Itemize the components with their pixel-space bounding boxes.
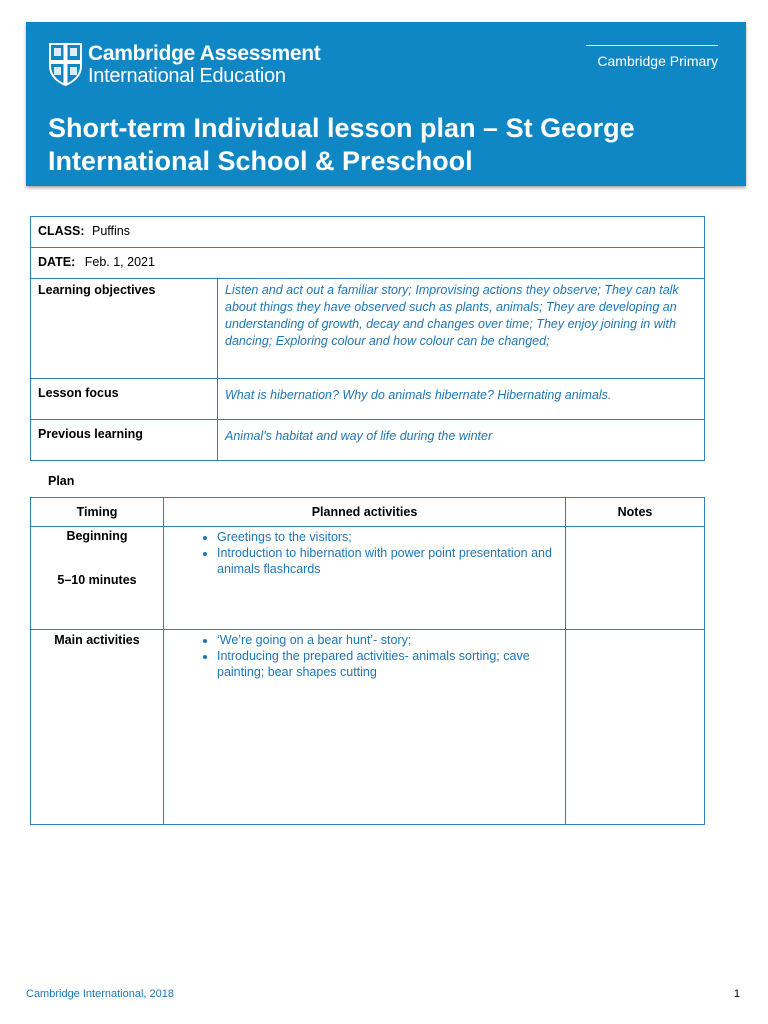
timing-cell <box>31 630 164 825</box>
page-number: 1 <box>733 988 740 1000</box>
date-row <box>31 248 705 279</box>
plan-label: Plan <box>48 474 75 488</box>
timing-label: Beginning <box>66 529 128 543</box>
notes-cell <box>566 630 705 825</box>
plan-header-row <box>31 498 705 527</box>
table-row <box>31 527 705 630</box>
plan-table <box>30 497 705 825</box>
duration-label: 5–10 minutes <box>57 573 137 587</box>
activities-header: Planned activities <box>164 498 566 527</box>
lesson-info-table <box>30 216 705 461</box>
activities-cell <box>164 527 566 630</box>
notes-cell <box>566 527 705 630</box>
previous-row <box>31 420 705 461</box>
cambridge-logo <box>48 42 320 88</box>
programme-rule <box>586 45 718 46</box>
previous-value: Animal's habitat and way of life during the winter <box>218 420 705 461</box>
focus-value: What is hibernation? Why do animals hibernate? Hibernating animals. <box>218 379 705 420</box>
objectives-row <box>31 279 705 379</box>
previous-label: Previous learning <box>31 420 218 461</box>
org-name-line1: Cambridge Assessment <box>88 42 321 65</box>
objectives-label: Learning objectives <box>31 279 218 379</box>
activities-cell <box>164 630 566 825</box>
org-name-line2: International Education <box>88 65 286 87</box>
class-value: Puffins <box>92 224 131 238</box>
class-label: CLASS: <box>38 224 85 238</box>
timing-label: Main activities <box>54 633 140 647</box>
table-row <box>31 630 705 825</box>
list-item: • Introducing the prepared activities- animals sorting; cave painting; bear shapes cutting <box>217 648 559 680</box>
page-title: Short-term Individual lesson plan – St George International School & Preschool <box>48 113 635 176</box>
list-item: • Greetings to the visitors; <box>217 529 559 545</box>
class-row <box>31 217 705 248</box>
focus-label: Lesson focus <box>31 379 218 420</box>
objectives-value: Listen and act out a familiar story; Improvising actions they observe; They can talk about things they have observed such as plants, animals; They are developing an understanding of growth, decay and changes over time; They enjoy joining in with dancing; Exploring colour and how colour can be changed; <box>218 279 705 379</box>
programme-label: Cambridge Primary <box>597 53 718 69</box>
notes-header: Notes <box>566 498 705 527</box>
date-value: Feb. 1, 2021 <box>84 255 155 269</box>
timing-header: Timing <box>31 498 164 527</box>
list-item: • Introduction to hibernation with power point presentation and animals flashcards <box>217 545 559 577</box>
timing-cell <box>31 527 164 630</box>
shield-icon <box>48 42 83 86</box>
list-item: • ‘We’re going on a bear hunt’- story; <box>217 632 559 648</box>
date-label: DATE: <box>38 255 76 269</box>
focus-row <box>31 379 705 420</box>
header-banner <box>26 22 746 186</box>
footer-copyright: Cambridge International, 2018 <box>26 988 174 1000</box>
